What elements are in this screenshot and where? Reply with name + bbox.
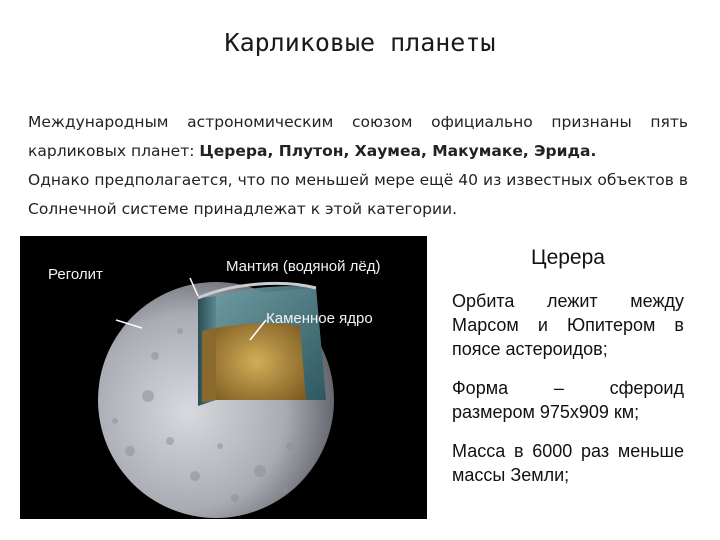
- ceres-cutaway-figure: [20, 236, 427, 519]
- intro-paragraph: [28, 108, 688, 166]
- intro-dwarf-planets-list: Церера, Плутон, Хаумеа, Макумаке, Эрида.: [199, 142, 597, 160]
- intro-paragraph-2: Однако предполагается, что по меньшей мере ещё 40 из известных объектов в Солнечной системе принадлежат к этой категории.: [28, 171, 688, 218]
- label-mantle: Мантия (водяной лёд): [226, 258, 381, 275]
- rocky-core-side: [202, 328, 216, 402]
- ceres-fact-mass: Масса в 6000 раз меньше массы Земли;: [452, 441, 684, 485]
- label-regolith: Реголит: [48, 266, 103, 283]
- ceres-fact-orbit: Орбита лежит между Марсом и Юпитером в поясе астероидов;: [452, 291, 684, 359]
- slide-title: Карликовые планеты: [224, 28, 496, 57]
- label-core: Каменное ядро: [266, 310, 373, 327]
- rocky-core: [216, 323, 306, 400]
- intro-part-1: Международным астрономическим союзом официально признаны пять карликовых планет:: [28, 113, 688, 160]
- ceres-fact-shape: Форма – сфероид размером 975x909 км;: [452, 378, 684, 422]
- intro-text: [28, 108, 688, 224]
- ceres-heading: Церера: [531, 246, 605, 269]
